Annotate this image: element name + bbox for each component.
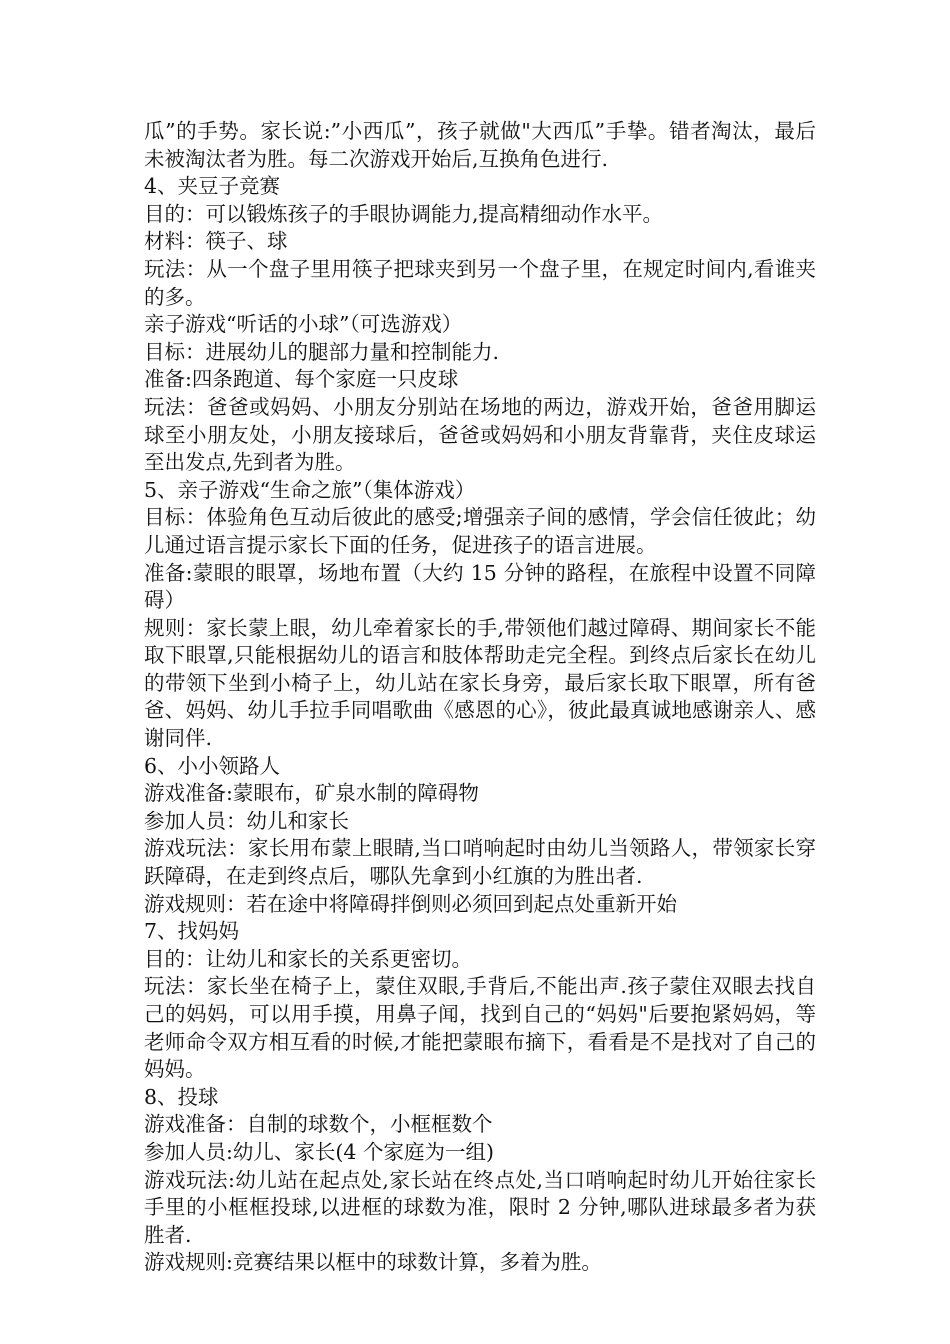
paragraph-preparation: 准备:四条跑道、每个家庭一只皮球 [144, 367, 459, 392]
paragraph-preparation: 准备:蒙眼的眼罩，场地布置（大约 15 分钟的路程，在旅程中设置不同障碍） [144, 560, 816, 613]
paragraph-goal: 目标：体验角色互动后彼此的感受;增强亲子间的感情，学会信任彼此；幼儿通过语言提示家长下面的任务，促进孩子的语言进展。 [144, 505, 816, 557]
paragraph-game-play: 游戏玩法：家长用布蒙上眼睛,当口哨响起时由幼儿当领路人，带领家长穿跃障碍，在走到终点后，哪队先拿到小红旗的为胜出者. [144, 836, 816, 889]
section-heading-5: 5、亲子游戏“生命之旅”（集体游戏） [144, 477, 476, 502]
section-heading-7: 7、找妈妈 [144, 919, 240, 944]
document-page [144, 118, 816, 1277]
paragraph-game-preparation: 游戏准备：自制的球数个，小框框数个 [144, 1112, 493, 1137]
section-heading-optional-game: 亲子游戏“听话的小球”（可选游戏） [144, 312, 463, 337]
paragraph-game-rules: 游戏规则:竞赛结果以框中的球数计算，多着为胜。 [144, 1250, 602, 1275]
paragraph-purpose: 目的：可以锻炼孩子的手眼协调能力,提高精细动作水平。 [144, 201, 664, 226]
paragraph-gameplay: 玩法：从一个盘子里用筷子把球夹到另一个盘子里，在规定时间内,看谁夹的多。 [144, 256, 816, 309]
paragraph-participants: 参加人员:幼儿、家长(4 个家庭为一组) [144, 1139, 494, 1164]
paragraph-participants: 参加人员：幼儿和家长 [144, 808, 349, 833]
paragraph-game-preparation: 游戏准备:蒙眼布，矿泉水制的障碍物 [144, 781, 479, 806]
paragraph-gameplay: 玩法：爸爸或妈妈、小朋友分别站在场地的两边，游戏开始，爸爸用脚运球至小朋友处，小朋友接球后，爸爸或妈妈和小朋友背靠背，夹住皮球运至出发点,先到者为胜。 [144, 394, 816, 475]
paragraph-purpose: 目的：让幼儿和家长的关系更密切。 [144, 946, 472, 971]
paragraph-materials: 材料：筷子、球 [144, 229, 288, 254]
paragraph-rules: 规则：家长蒙上眼，幼儿牵着家长的手,带领他们越过障碍、期间家长不能取下眼罩,只能根据幼儿的语言和肢体帮助走完全程。到终点后家长在幼儿的带领下坐到小椅子上，幼儿站在家长身旁，最后家长取下眼罩，所有爸爸、妈妈、幼儿手拉手同唱歌曲《感恩的心》，彼此最真诚地感谢亲人、感谢同伴. [144, 615, 816, 751]
paragraph-game-rules: 游戏规则：若在途中将障碍拌倒则必须回到起点处重新开始 [144, 891, 677, 916]
paragraph-intro-rules: 瓜”的手势。家长说:”小西瓜”，孩子就做"大西瓜”手挚。错者淘汰，最后未被淘汰者为胜。每二次游戏开始后,互换角色进行. [144, 119, 816, 171]
paragraph-game-play: 游戏玩法:幼儿站在起点处,家长站在终点处,当口哨响起时幼儿开始往家长手里的小框框投球,以进框的球数为准，限时 2 分钟,哪队进球最多者为获胜者. [144, 1167, 816, 1247]
section-heading-4: 4、夹豆子竞赛 [144, 174, 281, 199]
paragraph-gameplay: 玩法：家长坐在椅子上，蒙住双眼,手背后,不能出声.孩子蒙住双眼去找自己的妈妈，可以用手摸，用鼻子闻，找到自己的“妈妈"后要抱紧妈妈，等老师命令双方相互看的时候,才能把蒙眼布摘下，看看是不是找对了自己的妈妈。 [144, 974, 816, 1082]
section-heading-8: 8、投球 [144, 1084, 219, 1109]
paragraph-goal: 目标：进展幼儿的腿部力量和控制能力. [144, 339, 500, 364]
section-heading-6: 6、小小领路人 [144, 753, 281, 778]
